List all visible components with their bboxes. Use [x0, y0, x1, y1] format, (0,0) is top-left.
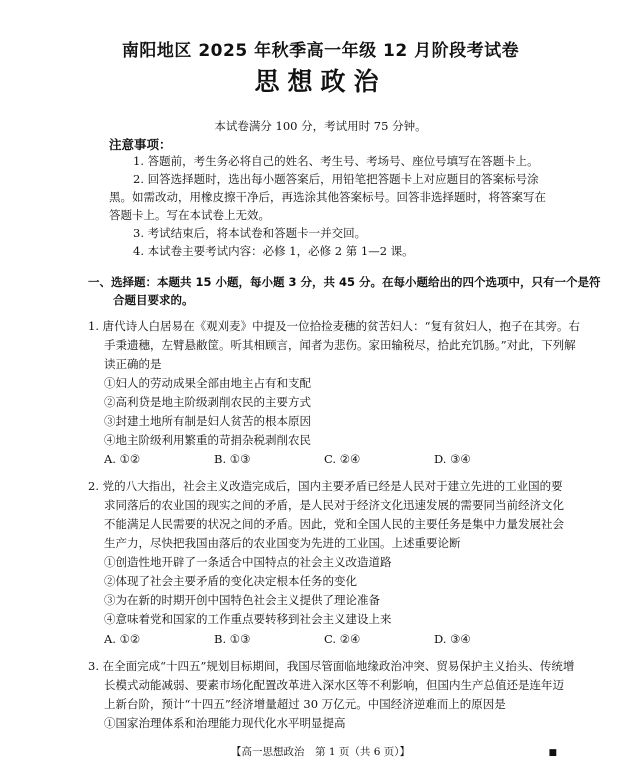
notice-line: 3. 考试结束后，将本试卷和答题卡一并交回。 — [133, 226, 367, 240]
exam-info: 本试卷满分 100 分，考试用时 75 分钟。 — [214, 119, 427, 133]
section-heading: 合题目要求的。 — [113, 293, 194, 307]
option-d: D. ③④ — [434, 452, 471, 466]
question-item: ①国家治理体系和治理能力现代化水平明显提高 — [104, 716, 346, 730]
option-c: C. ②④ — [324, 632, 361, 646]
question-stem: 上新台阶，预计“十四五”经济增量超过 30 万亿元。中国经济逆难而上的原因是 — [104, 697, 506, 711]
question-stem: 生产力，尽快把我国由落后的农业国变为先进的工业国。上述重要论断 — [104, 536, 461, 550]
question-stem: 不能满足人民需要的状况之间的矛盾。因此，党和全国人民的主要任务是集中力量发展社会 — [104, 517, 564, 531]
notice-line: 答题卡上。写在本试卷上无效。 — [109, 208, 270, 222]
question-stem: 1. 唐代诗人白居易在《观刈麦》中提及一位拾捡麦穗的贫苦妇人：“复有贫妇人，抱子在其旁。右 — [88, 319, 581, 333]
question-item: ③封建土地所有制是妇人贫苦的根本原因 — [104, 414, 311, 428]
question-stem: 长模式动能减弱、要素市场化配置改革进入深水区等不利影响，但国内生产总值还是连年迈 — [104, 678, 564, 692]
question-item: ④意味着党和国家的工作重点要转移到社会主义建设上来 — [104, 612, 392, 626]
question-item: ①妇人的劳动成果全部由地主占有和支配 — [104, 376, 311, 390]
option-a: A. ①② — [104, 632, 141, 646]
question-stem: 2. 党的八大指出，社会主义改造完成后，国内主要矛盾已经是人民对于建立先进的工业国的要 — [88, 479, 563, 493]
question-stem: 求同落后的农业国的现实之间的矛盾，是人民对于经济文化迅速发展的需要同当前经济文化 — [104, 498, 564, 512]
corner-mark: ■ — [548, 748, 557, 758]
question-stem: 3. 在全面完成“十四五”规划目标期间，我国尽管面临地缘政治冲突、贸易保护主义抬头、传统增 — [88, 659, 575, 673]
question-item: ④地主阶级利用繁重的苛捐杂税剥削农民 — [104, 433, 311, 447]
notice-line: 2. 回答选择题时，选出每小题答案后，用铅笔把答题卡上对应题目的答案标号涂 — [133, 172, 539, 186]
question-item: ②高利贷是地主阶级剥削农民的主要方式 — [104, 395, 311, 409]
exam-title: 南阳地区 2025 年秋季高一年级 12 月阶段考试卷 — [121, 41, 520, 61]
question-stem: 手秉遗穗，左臂悬敝筐。听其相顾言，闻者为悲伤。家田输税尽，拾此充饥肠。”对此，下列解 — [104, 338, 576, 352]
section-heading: 一、选择题：本题共 15 小题，每小题 3 分，共 45 分。在每小题给出的四个选项中，只有一个是符 — [88, 275, 601, 289]
question-item: ①创造性地开辟了一条适合中国特点的社会主义改造道路 — [104, 555, 392, 569]
notice-line: 黑。如需改动，用橡皮擦干净后，再选涂其他答案标号。回答非选择题时，将答案写在 — [109, 190, 546, 204]
option-c: C. ②④ — [324, 452, 361, 466]
subject-title: 思想政治 — [254, 67, 387, 96]
page-footer: 【高一思想政治 第 1 页（共 6 页）】 — [231, 746, 410, 758]
notice-heading: 注意事项： — [109, 137, 172, 152]
option-d: D. ③④ — [434, 632, 471, 646]
question-item: ②体现了社会主要矛盾的变化决定根本任务的变化 — [104, 574, 357, 588]
question-stem: 读正确的是 — [104, 357, 162, 371]
question-item: ③为在新的时期开创中国特色社会主义提供了理论准备 — [104, 593, 380, 607]
notice-line: 4. 本试卷主要考试内容：必修 1，必修 2 第 1—2 课。 — [133, 244, 414, 258]
option-b: B. ①③ — [214, 452, 251, 466]
notice-line: 1. 答题前，考生务必将自己的姓名、考生号、考场号、座位号填写在答题卡上。 — [133, 154, 539, 168]
option-b: B. ①③ — [214, 632, 251, 646]
option-a: A. ①② — [104, 452, 141, 466]
